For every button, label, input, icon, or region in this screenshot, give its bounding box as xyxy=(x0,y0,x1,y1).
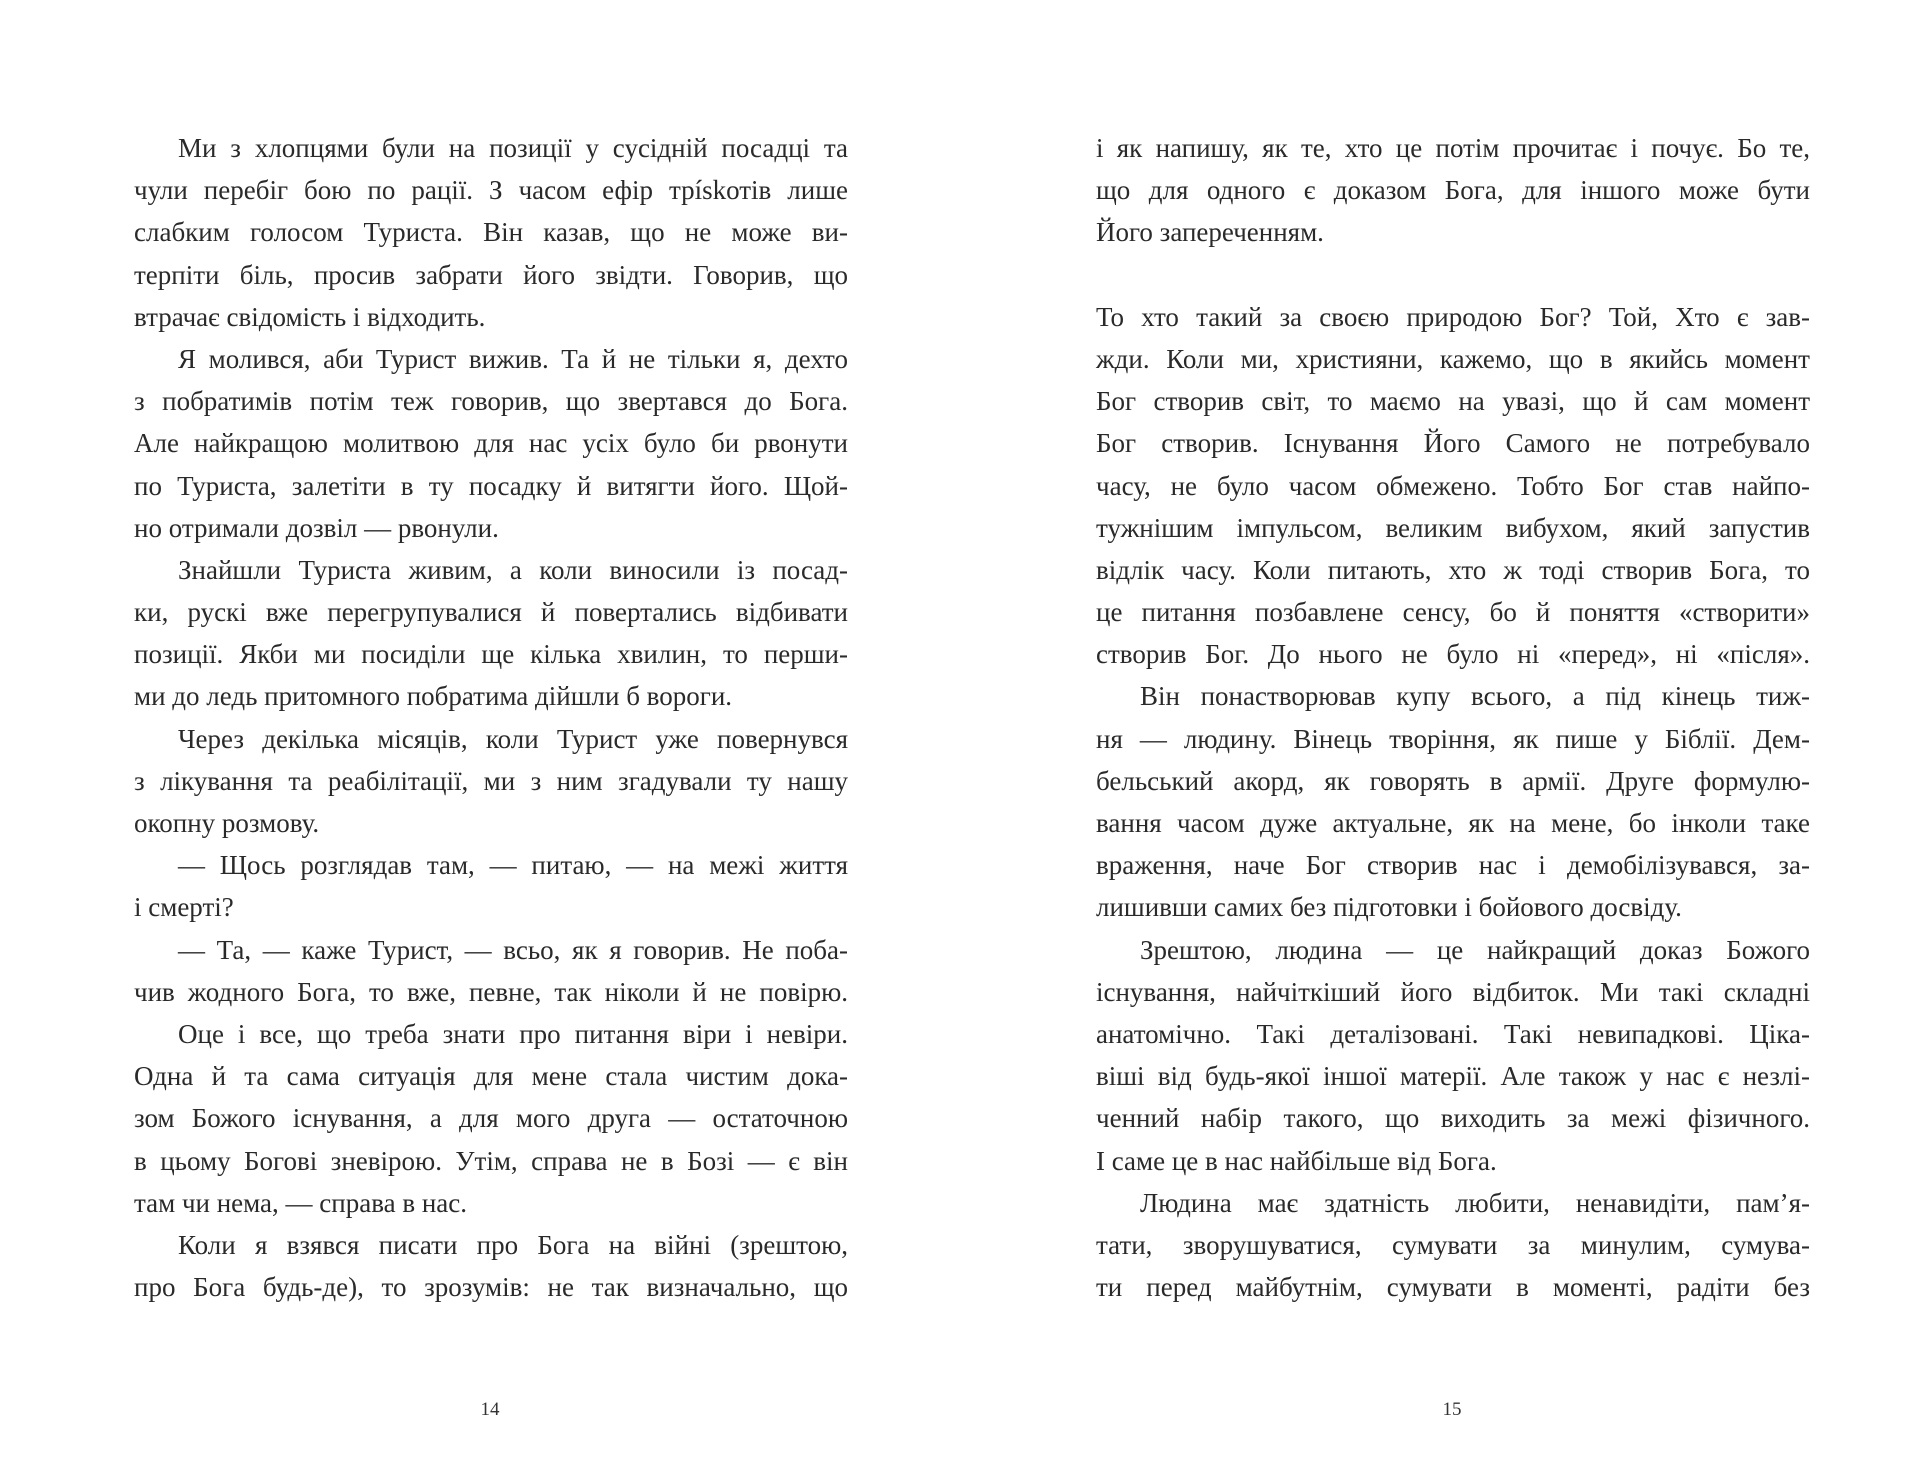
text-line: І саме це в нас найбільше від Бога. xyxy=(1096,1145,1497,1176)
text-line: з лікування та реабілітації, ми з ним згадували ту нашу xyxy=(134,765,848,796)
text-line: бельський акорд, як говорять в армії. Друге формулю- xyxy=(1096,765,1810,796)
text-line: створив Бог. До нього не було ні «перед», ні «після». xyxy=(1096,639,1810,670)
text-line: там чи нема, — справа в нас. xyxy=(134,1187,468,1218)
text-line: про Бога будь-де), то зрозумів: не так визначально, що xyxy=(134,1272,848,1303)
text-line: анатомічно. Такі деталізовані. Такі невипадкові. Ціка- xyxy=(1096,1018,1810,1049)
text-line: терпіти біль, просив забрати його звідти. Говорив, що xyxy=(134,259,848,290)
text-line: ми до ледь притомного побратима дійшли б вороги. xyxy=(134,681,733,712)
right-page xyxy=(960,0,1920,1477)
text-line: — Щось розглядав там, — питаю, — на межі життя xyxy=(178,850,848,881)
text-line: існування, найчіткіший його відбиток. Ми такі складні xyxy=(1096,976,1810,1007)
text-line: жди. Коли ми, християни, кажемо, що в якийсь момент xyxy=(1096,343,1810,374)
text-line: слабким голосом Туриста. Він казав, що не може ви- xyxy=(134,217,848,248)
text-line: Коли я взявся писати про Бога на війні (зрештою, xyxy=(178,1229,848,1260)
text-line: Людина має здатність любити, ненавидіти, пам’я- xyxy=(1140,1187,1810,1218)
text-line: ки, рускі вже перегрупувалися й повертались відбивати xyxy=(134,597,848,628)
text-line: Ми з хлопцями були на позиції у сусідній посадці та xyxy=(178,133,848,163)
text-line: часу, не було часом обмежено. Тобто Бог став найпо- xyxy=(1096,470,1810,501)
text-line: і як напишу, як те, хто це потім прочитає і почує. Бо те, xyxy=(1096,133,1810,163)
paragraph-gap xyxy=(1096,254,1810,296)
text-line: Оце і все, що треба знати про питання віри і невіри. xyxy=(178,1018,848,1049)
text-line: зом Божого існування, а для мого друга — остаточною xyxy=(134,1103,848,1134)
text-line: з побратимів потім теж говорив, що звертався до Бога. xyxy=(134,386,848,417)
right-page-text xyxy=(1096,127,1810,1308)
left-page-number: 14 xyxy=(480,1399,500,1420)
text-line: Я молився, аби Турист вижив. Та й не тільки я, дехто xyxy=(178,343,848,374)
text-line: — Та, — каже Турист, — всьо, як я говорив. Не поба- xyxy=(178,934,848,965)
text-line: ти перед майбутнім, сумувати в моменті, радіти без xyxy=(1096,1272,1810,1303)
text-line: Одна й та сама ситуація для мене стала чистим дока- xyxy=(134,1061,848,1092)
text-line: ченний набір такого, що виходить за межі фізичного. xyxy=(1096,1103,1810,1134)
text-line: но отримали дозвіл — рвонули. xyxy=(134,512,499,543)
text-line: і смерті? xyxy=(134,892,234,923)
text-line: Але найкращою молитвою для нас усіх було би рвонути xyxy=(134,428,848,459)
text-line: окопну розмову. xyxy=(134,808,320,838)
text-line: по Туриста, залетіти в ту посадку й витягти його. Щой- xyxy=(134,470,848,501)
text-line: Бог створив світ, то маємо на увазі, що й сам момент xyxy=(1096,386,1810,417)
text-line: То хто такий за своєю природою Бог? Той, Хто є зав- xyxy=(1096,301,1810,332)
text-line: Зрештою, людина — це найкращий доказ Божого xyxy=(1140,934,1810,965)
text-line: Через декілька місяців, коли Турист уже повернувся xyxy=(178,723,848,754)
text-line: лишивши самих без підготовки і бойового досвіду. xyxy=(1096,892,1682,923)
text-line: що для одного є доказом Бога, для іншого може бути xyxy=(1096,175,1810,206)
text-line: відлік часу. Коли питають, хто ж тоді створив Бога, то xyxy=(1096,554,1810,585)
text-line: ня — людину. Вінець творіння, як пише у Біблії. Дем- xyxy=(1096,723,1810,754)
text-line: враження, наче Бог створив нас і демобілізувався, за- xyxy=(1096,850,1810,881)
text-line: віші від будь-якої іншої матерії. Але також у нас є незлі- xyxy=(1096,1061,1810,1092)
text-line: це питання позбавлене сенсу, бо й поняття «створити» xyxy=(1096,597,1810,628)
text-line: в цьому Богові зневірою. Утім, справа не в Бозі — є він xyxy=(134,1145,848,1176)
left-page-text xyxy=(134,127,848,1308)
text-line: Знайшли Туриста живим, а коли виносили із посад- xyxy=(178,554,848,585)
text-line: Його запереченням. xyxy=(1096,217,1324,248)
right-page-number: 15 xyxy=(1442,1399,1462,1420)
text-line: вання часом дуже актуальне, як на мене, бо інколи таке xyxy=(1096,808,1810,838)
text-line: Бог створив. Існування Його Самого не потребувало xyxy=(1096,428,1810,459)
text-line: тати, зворушуватися, сумувати за минулим, сумува- xyxy=(1096,1229,1810,1260)
text-line: позиції. Якби ми посиділи ще кілька хвилин, то перши- xyxy=(134,639,848,670)
text-line: Він понастворював купу всього, а під кінець тиж- xyxy=(1140,681,1810,712)
text-line: чив жодного Бога, то вже, певне, так ніколи й не повірю. xyxy=(134,976,848,1007)
text-line: чули перебіг бою по рації. З часом ефір трískотів лише xyxy=(134,175,848,206)
text-line: тужнішим імпульсом, великим вибухом, який запустив xyxy=(1096,512,1810,543)
text-line: втрачає свідомість і відходить. xyxy=(134,301,486,332)
